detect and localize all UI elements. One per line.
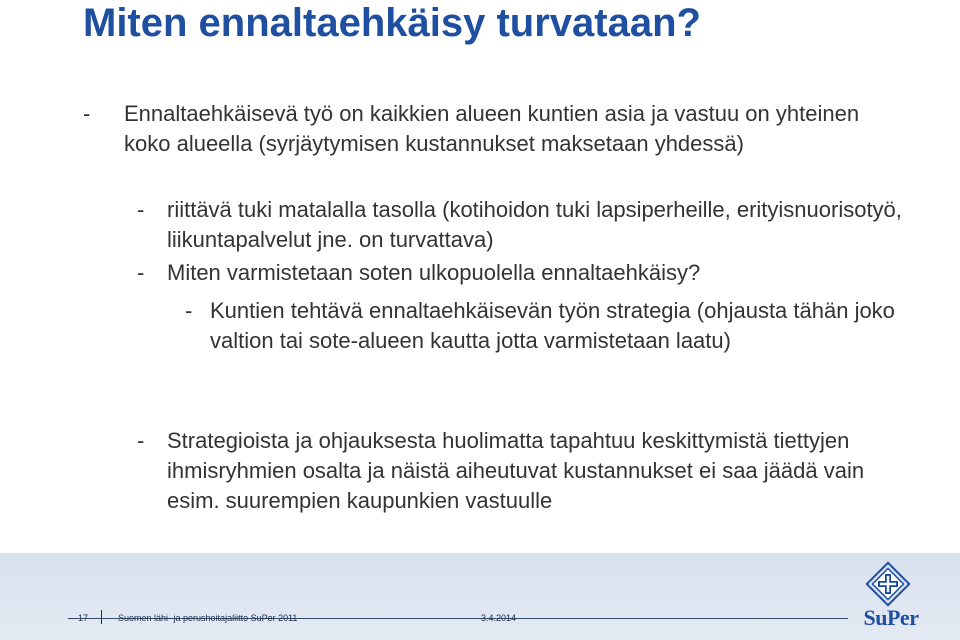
bullet-1 [83,99,903,159]
logo-wordmark: SuPer [863,605,919,630]
bullet-dash: - [137,428,145,453]
bullet-text: Strategioista ja ohjauksesta huolimatta tapahtuu keskittymistä tiettyjen ihmisryhmien osalta ja näistä aiheutuvat kustannukset ei saa jäädä vain esim. suurempien kaupunkien vastuulle [167,428,865,513]
bullet-dash: - [137,260,145,285]
page-number: 17 [78,613,89,623]
bullet-dash: - [185,298,193,323]
footer-separator [101,610,102,624]
bullet-dash: - [83,101,91,126]
bullet-text: Ennaltaehkäisevä työ on kaikkien alueen kuntien asia ja vastuu on yhteinen koko alueella (syrjäytymisen kustannukset maksetaan yhdessä) [124,101,860,156]
bullet-text: Kuntien tehtävä ennaltaehkäisevän työn strategia (ohjausta tähän joko valtion tai sote-alueen kautta jotta varmistetaan laatu) [210,298,895,353]
bullet-2 [137,195,927,255]
bullet-dash: - [137,197,145,222]
bullet-text: Miten varmistetaan soten ulkopuolella ennaltaehkäisy? [167,260,701,285]
footer-organization: Suomen lähi- ja perushoitajaliitto SuPer 2011 [118,613,298,623]
footer-band [0,553,960,640]
bullet-text: riittävä tuki matalalla tasolla (kotihoidon tuki lapsiperheille, erityisnuorisotyö, liikuntapalvelut jne. on turvattava) [167,197,902,252]
slide-title: Miten ennaltaehkäisy turvataan? [83,1,701,45]
footer-date: 3.4.2014 [481,613,517,623]
bullet-4 [185,296,925,356]
bullet-3 [137,258,927,288]
bullet-5 [137,426,897,516]
